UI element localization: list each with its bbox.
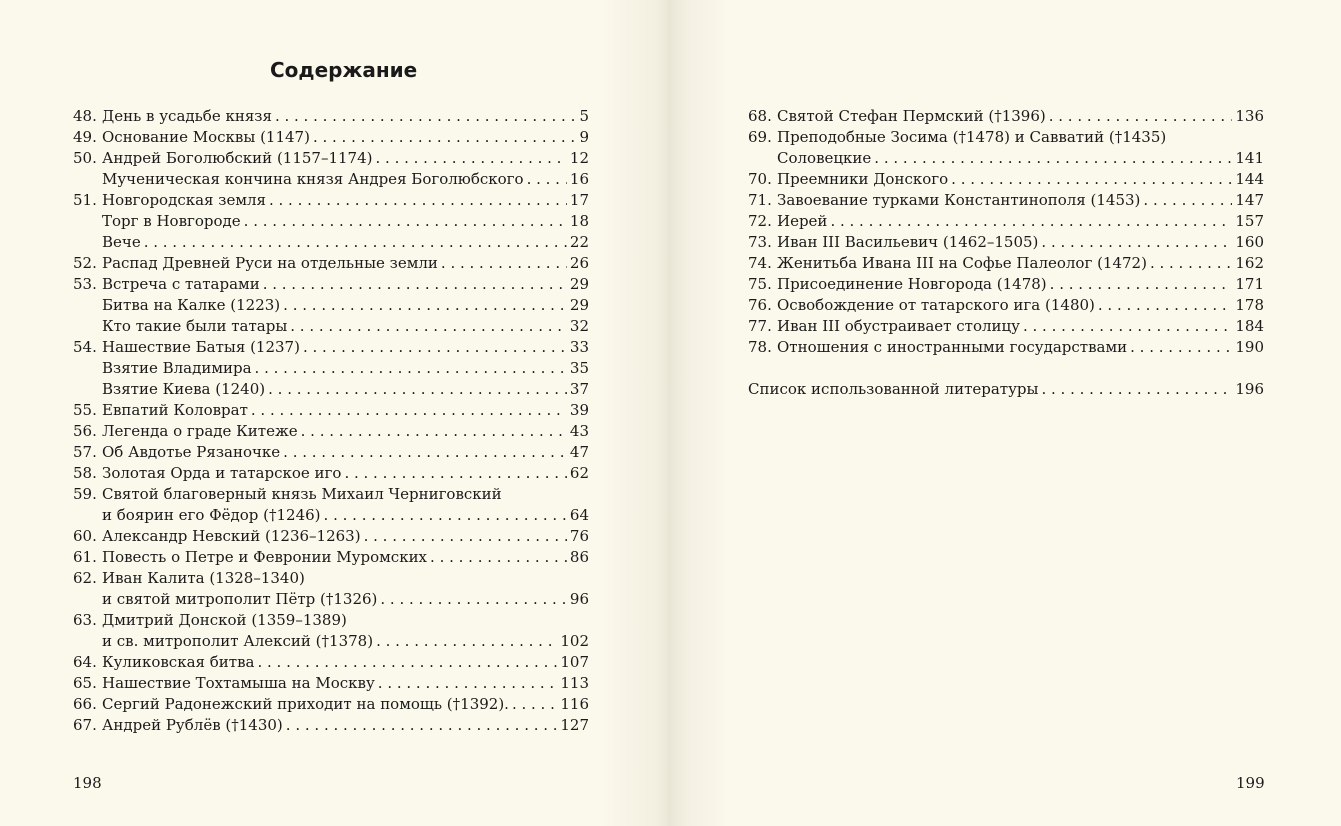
toc-entry-number: 78. (748, 338, 772, 356)
dot-leader (255, 358, 567, 379)
toc-entry-number: 69. (748, 128, 772, 146)
toc-entry (73, 694, 589, 715)
toc-entry-page: 37 (569, 380, 589, 398)
dot-leader (144, 232, 567, 253)
dot-leader (512, 694, 557, 715)
toc-entry-title: Преподобные Зосима (†1478) и Савватий (†1435) (777, 128, 1167, 146)
toc-entry (748, 127, 1264, 148)
toc-entry-number: 65. (73, 674, 97, 692)
toc-entry (73, 715, 589, 736)
toc-entry-title: Взятие Владимира (102, 359, 252, 377)
dot-leader (283, 442, 567, 463)
toc-entry-page: 113 (560, 674, 589, 692)
toc-entry-number: 68. (748, 107, 772, 125)
toc-entry-title: Присоединение Новгорода (1478) (777, 275, 1047, 293)
dot-leader (286, 715, 558, 736)
toc-entry (73, 106, 589, 127)
toc-entry (73, 421, 589, 442)
toc-entry (73, 442, 589, 463)
toc-entry-number: 71. (748, 191, 772, 209)
toc-entry-page: 22 (569, 233, 589, 251)
toc-entry-page: 184 (1235, 317, 1264, 335)
toc-entry (748, 274, 1264, 295)
toc-entry-number: 60. (73, 527, 97, 545)
toc-entry-title: Легенда о граде Китеже (102, 422, 298, 440)
toc-entry (73, 589, 589, 610)
dot-leader (1143, 190, 1232, 211)
dot-leader (1023, 316, 1232, 337)
toc-entry-page: 12 (569, 149, 589, 167)
toc-entry-page: 178 (1235, 296, 1264, 314)
toc-entry (73, 127, 589, 148)
toc-entry-title: и святой митрополит Пётр (†1326) (102, 590, 378, 608)
toc-entry-page: 33 (569, 338, 589, 356)
toc-entry-page: 116 (560, 695, 589, 713)
toc-entry-page: 35 (569, 359, 589, 377)
toc-entry-page: 29 (569, 296, 589, 314)
toc-entry (748, 337, 1264, 358)
dot-leader (1041, 232, 1232, 253)
dot-leader (430, 547, 567, 568)
toc-entry-title: Иван Калита (1328–1340) (102, 569, 305, 587)
toc-entry-page: 196 (1235, 380, 1264, 398)
dot-leader (364, 526, 567, 547)
toc-entry (73, 568, 589, 589)
toc-entry-title: Нашествие Батыя (1237) (102, 338, 300, 356)
toc-entry-number: 52. (73, 254, 97, 272)
toc-entry (73, 463, 589, 484)
toc-entry (748, 253, 1264, 274)
toc-entry (73, 400, 589, 421)
toc-entry-page: 160 (1235, 233, 1264, 251)
toc-entry-page: 17 (569, 191, 589, 209)
toc-entry-number: 66. (73, 695, 97, 713)
toc-entry (73, 148, 589, 169)
dot-leader (303, 337, 567, 358)
toc-entry (73, 274, 589, 295)
dot-leader (283, 295, 567, 316)
toc-entry (73, 610, 589, 631)
toc-entry-number: 76. (748, 296, 772, 314)
dot-leader (269, 190, 567, 211)
toc-entry-number: 62. (73, 569, 97, 587)
toc-entry-number: 55. (73, 401, 97, 419)
toc-entry-title: Распад Древней Руси на отдельные земли (102, 254, 438, 272)
toc-entry-number: 70. (748, 170, 772, 188)
dot-leader (1130, 337, 1232, 358)
dot-leader (1150, 253, 1232, 274)
toc-entry-page: 64 (569, 506, 589, 524)
dot-leader (257, 652, 557, 673)
toc-entry (73, 673, 589, 694)
toc-entry-page: 107 (560, 653, 589, 671)
toc-entry-page: 190 (1235, 338, 1264, 356)
toc-entry (73, 169, 589, 190)
toc-entry-page: 29 (569, 275, 589, 293)
toc-entry-page: 32 (569, 317, 589, 335)
toc-entry-number: 54. (73, 338, 97, 356)
toc-entry-number: 74. (748, 254, 772, 272)
toc-entry-number: 53. (73, 275, 97, 293)
toc-entry-title: Завоевание турками Константинополя (1453) (777, 191, 1141, 209)
dot-leader (380, 589, 567, 610)
toc-entry-number: 58. (73, 464, 97, 482)
toc-entry-title: и боярин его Фёдор (†1246) (102, 506, 321, 524)
toc-entry-title: Встреча с татарами (102, 275, 260, 293)
dot-leader (268, 379, 567, 400)
toc-entry (748, 232, 1264, 253)
dot-leader (324, 505, 567, 526)
toc-entry-title: Мученическая кончина князя Андрея Боголюбского (102, 170, 524, 188)
dot-leader (527, 169, 567, 190)
toc-entry (73, 253, 589, 274)
toc-entry-title: Иерей (777, 212, 828, 230)
toc-entry-title: и св. митрополит Алексий (†1378) (102, 632, 374, 650)
toc-entry-title: Иван III обустраивает столицу (777, 317, 1020, 335)
toc-entry-page: 43 (569, 422, 589, 440)
toc-entry-number: 59. (73, 485, 97, 503)
toc-entry-number: 77. (748, 317, 772, 335)
toc-entry (73, 505, 589, 526)
toc-entry (73, 652, 589, 673)
toc-entry-title: Об Авдотье Рязаночке (102, 443, 281, 461)
toc-entry-title: Куликовская битва (102, 653, 255, 671)
toc-entry-number: 73. (748, 233, 772, 251)
toc-entry-title: Дмитрий Донской (1359–1389) (102, 611, 347, 629)
dot-leader (874, 148, 1232, 169)
toc-entry-page: 162 (1235, 254, 1264, 272)
toc-entry (748, 190, 1264, 211)
toc-entry (748, 316, 1264, 337)
toc-entry-title: Андрей Боголюбский (1157–1174) (102, 149, 373, 167)
toc-entry-title: Нашествие Тохтамыша на Москву (102, 674, 375, 692)
toc-entry-page: 39 (569, 401, 589, 419)
dot-leader (275, 106, 577, 127)
toc-entry-title: Освобождение от татарского ига (1480) (777, 296, 1095, 314)
toc-entry-title: Святой Стефан Пермский (†1396) (777, 107, 1046, 125)
toc-entry-number: 57. (73, 443, 97, 461)
dot-leader (1049, 106, 1233, 127)
toc-entry-title: Кто такие были татары (102, 317, 288, 335)
toc-entry-title: Взятие Киева (1240) (102, 380, 266, 398)
toc-entry-title: Иван III Васильевич (1462–1505) (777, 233, 1039, 251)
toc-entry-page: 5 (579, 107, 589, 125)
dot-leader (378, 673, 558, 694)
toc-entry-page: 127 (560, 716, 589, 734)
dot-leader (951, 169, 1232, 190)
toc-entry-page: 16 (569, 170, 589, 188)
toc-entry-number: 49. (73, 128, 97, 146)
toc-entry (73, 547, 589, 568)
dot-leader (301, 421, 567, 442)
toc-entry-page: 76 (569, 527, 589, 545)
toc-entry-page: 9 (579, 128, 589, 146)
toc-entry (748, 169, 1264, 190)
dot-leader (251, 400, 567, 421)
toc-entry-page: 96 (569, 590, 589, 608)
dot-leader (244, 211, 567, 232)
toc-entry-page: 86 (569, 548, 589, 566)
toc-entry-title: Основание Москвы (1147) (102, 128, 310, 146)
toc-entry-title: Преемники Донского (777, 170, 949, 188)
toc-entry-title: Святой благоверный князь Михаил Черниговский (102, 485, 502, 503)
left-page (0, 0, 668, 826)
toc-entry (73, 337, 589, 358)
toc-entry-number: 56. (73, 422, 97, 440)
toc-entry (73, 379, 589, 400)
dot-leader (376, 631, 557, 652)
toc-entry-title: Евпатий Коловрат (102, 401, 248, 419)
dot-leader (376, 148, 567, 169)
toc-entry-number: 72. (748, 212, 772, 230)
toc-entry-title: Вече (102, 233, 141, 251)
toc-entry (73, 631, 589, 652)
toc-entry (748, 379, 1264, 400)
toc-entry-page: 26 (569, 254, 589, 272)
toc-entry (748, 295, 1264, 316)
toc-entry-title: Битва на Калке (1223) (102, 296, 281, 314)
toc-entry (73, 190, 589, 211)
toc-entry-number: 75. (748, 275, 772, 293)
toc-entry-title: Торг в Новгороде (102, 212, 241, 230)
dot-leader (1050, 274, 1233, 295)
toc-entry-number: 64. (73, 653, 97, 671)
toc-entry-title: Андрей Рублёв (†1430) (102, 716, 283, 734)
toc-entry (73, 316, 589, 337)
toc-entry-number: 67. (73, 716, 97, 734)
toc-entry-page: 136 (1235, 107, 1264, 125)
toc-entry (73, 295, 589, 316)
toc-entry-title: Женитьба Ивана III на Софье Палеолог (1472) (777, 254, 1147, 272)
toc-entry-page: 47 (569, 443, 589, 461)
dot-leader (313, 127, 577, 148)
toc-entry-title: Сергий Радонежский приходит на помощь (†1392). (102, 695, 509, 713)
page-number-right: 199 (1236, 774, 1265, 792)
toc-entry (73, 526, 589, 547)
toc-entry-title: Александр Невский (1236–1263) (102, 527, 361, 545)
toc-entry-page: 144 (1235, 170, 1264, 188)
toc-entry-number: 63. (73, 611, 97, 629)
toc-entry (748, 148, 1264, 169)
dot-leader (263, 274, 567, 295)
toc-entry-page: 157 (1235, 212, 1264, 230)
dot-leader (1098, 295, 1232, 316)
toc-entry (748, 211, 1264, 232)
toc-entry-page: 62 (569, 464, 589, 482)
dot-leader (441, 253, 567, 274)
toc-entry (748, 106, 1264, 127)
toc-entry-title: Новгородская земля (102, 191, 266, 209)
toc-entry-page: 141 (1235, 149, 1264, 167)
toc-entry (73, 358, 589, 379)
toc-entry-title: Повесть о Петре и Февронии Муромских (102, 548, 428, 566)
toc-entry (73, 232, 589, 253)
toc-entry-number: 51. (73, 191, 97, 209)
toc-entry (73, 484, 589, 505)
dot-leader (1041, 379, 1232, 400)
toc-entry-title: Золотая Орда и татарское иго (102, 464, 342, 482)
toc-left (73, 106, 589, 736)
toc-entry-number: 48. (73, 107, 97, 125)
toc-entry-title: День в усадьбе князя (102, 107, 272, 125)
toc-entry-number: 50. (73, 149, 97, 167)
toc-entry (73, 211, 589, 232)
page-number-left: 198 (73, 774, 102, 792)
right-page (668, 0, 1341, 826)
toc-entry-title: Соловецкие (777, 149, 872, 167)
toc-entry-page: 102 (560, 632, 589, 650)
contents-title: Содержание (270, 58, 418, 82)
dot-leader (344, 463, 566, 484)
toc-entry-page: 18 (569, 212, 589, 230)
toc-entry-page: 147 (1235, 191, 1264, 209)
toc-entry-title: Отношения с иностранными государствами (777, 338, 1128, 356)
toc-entry-title: Список использованной литературы (748, 380, 1039, 398)
dot-leader (830, 211, 1232, 232)
toc-entry-number: 61. (73, 548, 97, 566)
toc-right (748, 106, 1264, 400)
dot-leader (290, 316, 567, 337)
toc-entry-page: 171 (1235, 275, 1264, 293)
